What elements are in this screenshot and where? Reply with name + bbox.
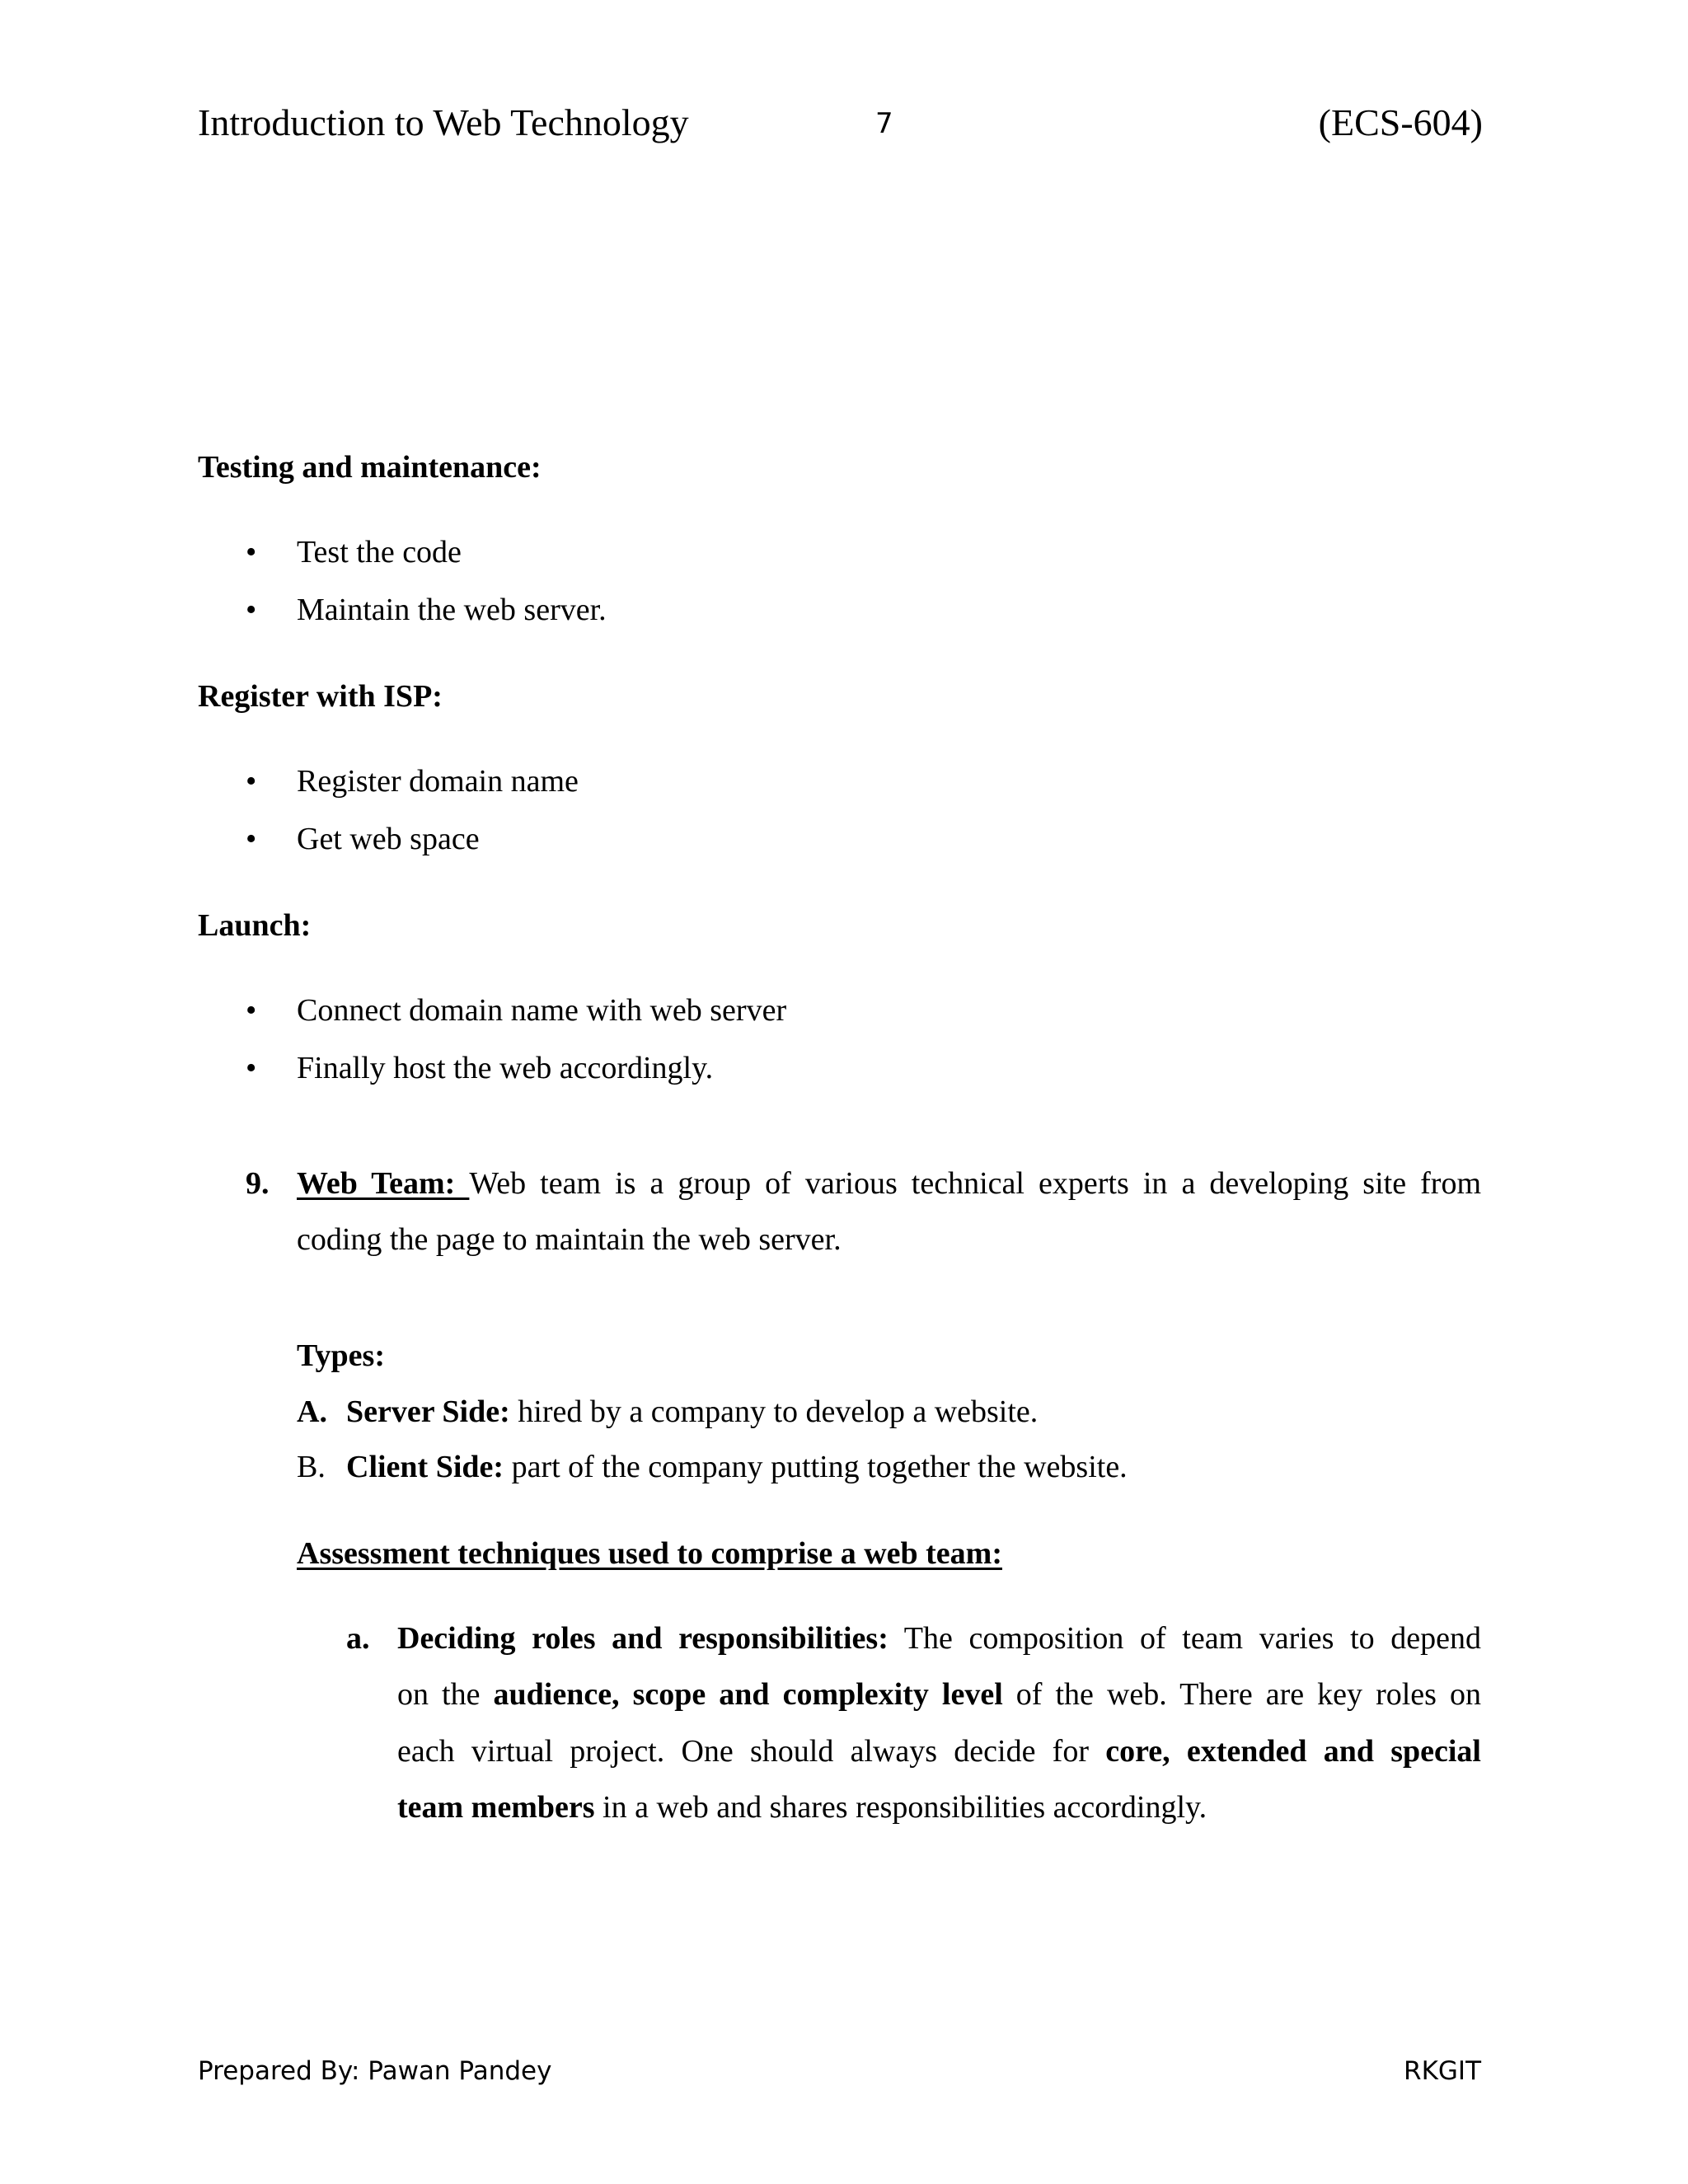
assessment-bold: team members (397, 1790, 595, 1825)
assessment-term: Deciding roles and responsibilities: (397, 1621, 889, 1656)
assessment-text: on the (397, 1677, 494, 1712)
launch-heading: Launch: (198, 908, 312, 943)
list-item: • Test the code (297, 534, 462, 570)
type-text: part of the company putting together the website. (504, 1450, 1128, 1484)
testing-heading: Testing and maintenance: (198, 450, 542, 485)
assessment-heading (297, 1535, 1002, 1572)
assessment-text: in a web and shares responsibilities accordingly. (594, 1790, 1207, 1825)
type-term: Client Side: (346, 1450, 504, 1484)
register-heading: Register with ISP: (198, 679, 443, 714)
assessment-text: The composition of team varies to depend (888, 1621, 1481, 1656)
assessment-line-3 (397, 1733, 1481, 1769)
type-marker-a: A. (297, 1394, 327, 1429)
assessment-line-2 (397, 1676, 1481, 1713)
type-text: hired by a company to develop a website. (509, 1394, 1039, 1429)
web-team-text: Web team is a group of various technical experts in a developing site from (469, 1166, 1481, 1201)
type-server-side (346, 1394, 1038, 1430)
list-item: • Finally host the web accordingly. (297, 1050, 713, 1086)
header-title: Introduction to Web Technology (198, 101, 689, 143)
assessment-bold: core, extended and special (1105, 1734, 1481, 1769)
assessment-heading-text: Assessment techniques used to comprise a web team: (297, 1536, 1002, 1571)
types-heading: Types: (297, 1338, 385, 1373)
course-code: (ECS-604) (1318, 101, 1483, 143)
web-team-line-1 (297, 1165, 1481, 1202)
assessment-bold: audience, scope and complexity level (493, 1677, 1003, 1712)
list-item: • Register domain name (297, 763, 579, 799)
assessment-line-1 (397, 1620, 1481, 1657)
type-term: Server Side: (346, 1394, 510, 1429)
assessment-line-4 (397, 1789, 1207, 1825)
type-client-side (346, 1449, 1128, 1485)
footer-institution: RKGIT (1404, 2056, 1481, 2086)
type-marker-b: B. (297, 1450, 326, 1484)
assessment-item-marker: a. (346, 1621, 370, 1656)
assessment-text: each virtual project. One should always decide for (397, 1734, 1106, 1769)
item-number: 9. (246, 1166, 270, 1201)
list-item: • Connect domain name with web server (297, 992, 786, 1029)
web-team-line-2: coding the page to maintain the web server. (297, 1222, 842, 1257)
list-item: • Maintain the web server. (297, 592, 607, 628)
assessment-text: of the web. There are key roles on (1002, 1677, 1481, 1712)
footer-author: Prepared By: Pawan Pandey (198, 2056, 552, 2086)
list-item: • Get web space (297, 821, 480, 857)
web-team-term: Web Team: (297, 1166, 470, 1201)
page-number: 7 (875, 107, 893, 140)
